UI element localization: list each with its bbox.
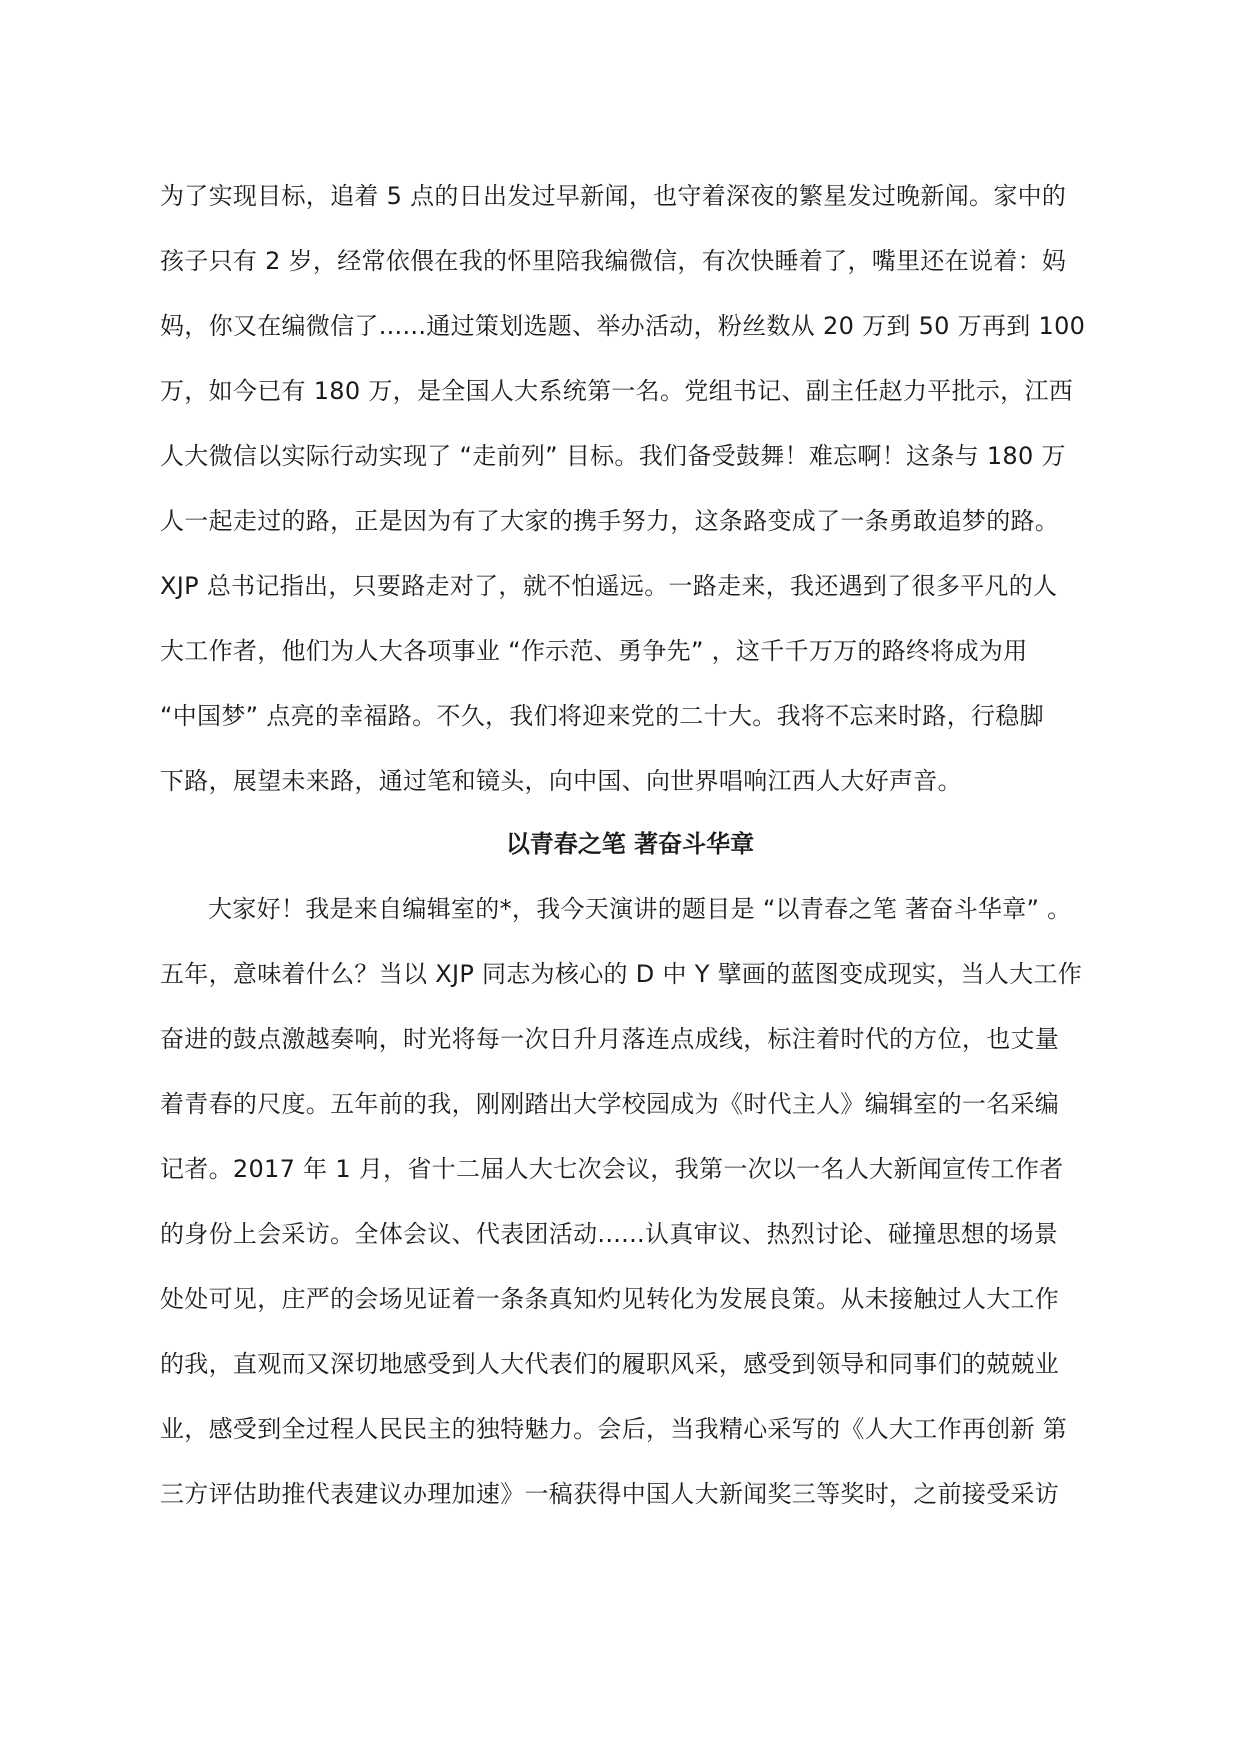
paragraph-line: 的身份上会采访。全体会议、代表团活动......认真审议、热烈讨论、碰撞思想的场景 — [160, 1220, 1059, 1248]
paragraph-line: 处处可见，庄严的会场见证着一条条真知灼见转化为发展良策。从未接触过人大工作 — [160, 1285, 1060, 1313]
paragraph-line: 记者。2017 年 1 月，省十二届人大七次会议，我第一次以一名人大新闻宣传工作者 — [160, 1155, 1064, 1183]
paragraph-line: 人一起走过的路，正是因为有了大家的携手努力，这条路变成了一条勇敢追梦的路。 — [160, 507, 1060, 535]
paragraph-line: 为了实现目标，追着 5 点的日出发过早新闻，也守着深夜的繁星发过晚新闻。家中的 — [160, 182, 1067, 210]
section-title: 以青春之笔 著奋斗华章 — [505, 830, 755, 858]
paragraph-line: 万，如今已有 180 万，是全国人大系统第一名。党组书记、副主任赵力平批示，江西 — [160, 377, 1074, 405]
paragraph-line: 下路，展望未来路，通过笔和镜头，向中国、向世界唱响江西人大好声音。 — [160, 767, 962, 795]
paragraph-line: 人大微信以实际行动实现了 “走前列” 目标。我们备受鼓舞！难忘啊！这条与 180 万 — [160, 442, 1066, 470]
paragraph-line: “中国梦” 点亮的幸福路。不久，我们将迎来党的二十大。我将不忘来时路，行稳脚 — [160, 702, 1044, 730]
paragraph-line: 奋进的鼓点激越奏响，时光将每一次日升月落连点成线，标注着时代的方位，也丈量 — [160, 1025, 1060, 1053]
paragraph-line: 着青春的尺度。五年前的我，刚刚踏出大学校园成为《时代主人》编辑室的一名采编 — [160, 1090, 1060, 1118]
paragraph-line: 大工作者，他们为人大各项事业 “作示范、勇争先” ，这千千万万的路终将成为用 — [160, 637, 1028, 665]
paragraph-line: 孩子只有 2 岁，经常依偎在我的怀里陪我编微信，有次快睡着了，嘴里还在说着：妈 — [160, 247, 1067, 275]
paragraph-line: XJP 总书记指出，只要路走对了，就不怕遥远。一路走来，我还遇到了很多平凡的人 — [160, 572, 1058, 600]
paragraph-line: 业，感受到全过程人民民主的独特魅力。会后，当我精心采写的《人大工作再创新 第 — [160, 1415, 1068, 1443]
paragraph-line: 大家好！我是来自编辑室的*，我今天演讲的题目是 “以青春之笔 著奋斗华章” 。 — [208, 895, 1072, 923]
paragraph-line: 五年，意味着什么？当以 XJP 同志为核心的 D 中 Y 擘画的蓝图变成现实，当人大工作 — [160, 960, 1083, 988]
paragraph-line: 三方评估助推代表建议办理加速》一稿获得中国人大新闻奖三等奖时，之前接受采访 — [160, 1480, 1060, 1508]
paragraph-line: 的我，直观而又深切地感受到人大代表们的履职风采，感受到领导和同事们的兢兢业 — [160, 1350, 1060, 1378]
paragraph-line: 妈，你又在编微信了......通过策划选题、举办活动，粉丝数从 20 万到 50 万再到 100 — [160, 312, 1086, 340]
